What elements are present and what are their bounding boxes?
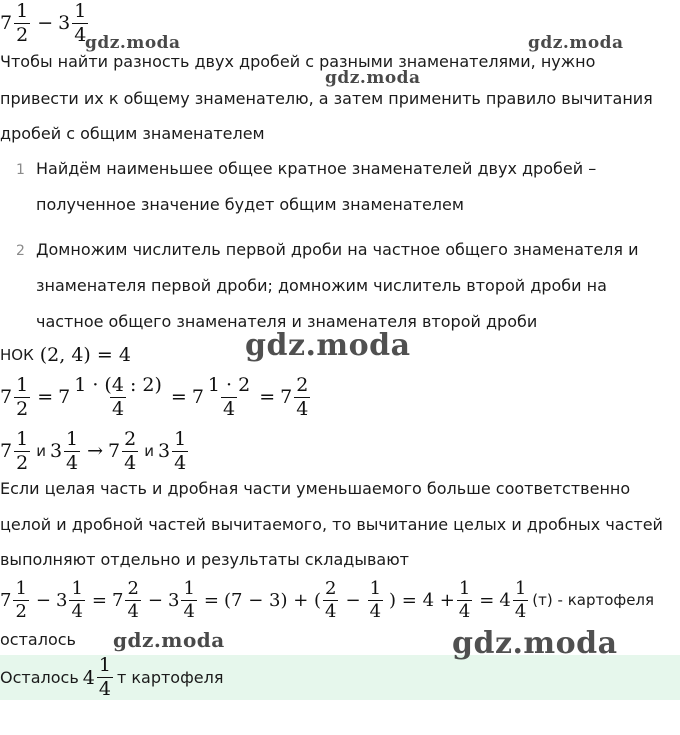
minus-sign: − [37,12,54,34]
whole-part: 3 [58,12,71,34]
fraction: $\frac{1}{4}$ [369,577,382,622]
conjunction: и [144,442,154,460]
unit-text: (т) - картофеля [532,591,655,609]
fraction: $\frac{1 \cdot (4 : 2)}{4}$ [74,373,162,420]
answer-line [0,655,223,700]
watermark: gdz.moda [113,628,225,652]
whole-part: 7 [0,12,13,34]
fraction: $\frac{1}{4}$ [514,577,527,622]
fraction: $\frac{1 \cdot 2}{4}$ [207,373,251,420]
intro-line-2: привести их к общему знаменателю, а затем применить правило вычитания [0,89,653,108]
fraction: $\frac{2}{4}$ [127,577,139,622]
answer-suffix: т картофеля [116,667,224,687]
fraction: $\frac{1}{4}$ [74,0,87,46]
intro-line-3: дробей с общим знаменателем [0,124,265,143]
fraction: $\frac{1}{4}$ [174,427,187,474]
whole-part: 4 [82,666,95,689]
fraction: $\frac{2}{4}$ [296,373,309,420]
watermark: gdz.moda [325,68,421,88]
step-number: 1 [16,162,25,178]
watermark: gdz.moda [85,33,181,53]
conjunction: и [36,442,46,460]
fraction: $\frac{1}{4}$ [98,654,111,700]
final-computation: 7 $\frac{1}{2}$ − 3 $\frac{1}{4}$ = 7 $\frac{2}{4}$ − 3 $\frac{1}{4}$ = (7 − 3) + ( $\frac{2}{4}$ − $\frac{1}{4}$ ) = 4 + $\frac{1}{4}$ = 4 $\frac{1}{4}$ (т) - картофеля [0,577,655,622]
final-tail: осталось [0,630,76,649]
arrow: → [87,440,104,462]
watermark: gdz.moda [245,328,411,363]
fraction: $\frac{1}{4}$ [71,577,83,622]
intro-line-1: Чтобы найти разность двух дробей с разными знаменателями, нужно [0,52,596,71]
fraction: $\frac{1}{4}$ [183,577,195,622]
watermark: gdz.moda [452,626,618,661]
fraction: $\frac{1}{4}$ [458,577,471,622]
fraction: $\frac{1}{2}$ [15,577,27,622]
nok-line [0,343,131,367]
task-expression [0,0,90,46]
rule-line-3: выполняют отдельно и результаты складывают [0,550,409,569]
step-2-line-1: Домножим числитель первой дроби на частное общего знаменателя и [36,240,639,259]
step-2-line-2: знаменателя первой дроби; домножим числитель второй дроби на [36,276,607,295]
fraction: $\frac{2}{4}$ [124,427,137,474]
fraction: $\frac{1}{2}$ [16,427,29,474]
fraction: $\frac{2}{4}$ [325,577,337,622]
fraction: $\frac{1}{4}$ [66,427,79,474]
step-number: 2 [16,243,25,259]
conversion-line: 7 $\frac{1}{2}$ = 7 $\frac{1 \cdot (4 : 2)}{4}$ = 7 $\frac{1 \cdot 2}{4}$ = 7 $\frac{2}{4}$ [0,373,309,420]
nok-label: НОК [0,346,34,364]
fraction: $\frac{1}{2}$ [16,373,29,420]
rule-line-2: целой и дробной частей вычитаемого, то вычитание целых и дробных частей [0,515,663,534]
step-1-line-1: Найдём наименьшее общее кратное знаменателей двух дробей – [36,159,597,178]
step-1-line-2: полученное значение будет общим знаменателем [36,195,464,214]
nok-expression: (2, 4) = 4 [39,344,131,366]
pair-line: 7 $\frac{1}{2}$ и 3 $\frac{1}{4}$ → 7 $\frac{2}{4}$ и 3 $\frac{1}{4}$ [0,427,187,474]
fraction: $\frac{1}{2}$ [16,0,29,46]
rule-line-1: Если целая часть и дробная части уменьшаемого больше соответственно [0,479,631,498]
step-2-line-3: частное общего знаменателя и знаменателя второй дроби [36,312,538,331]
answer-prefix: Осталось [0,667,79,687]
watermark: gdz.moda [528,33,624,53]
